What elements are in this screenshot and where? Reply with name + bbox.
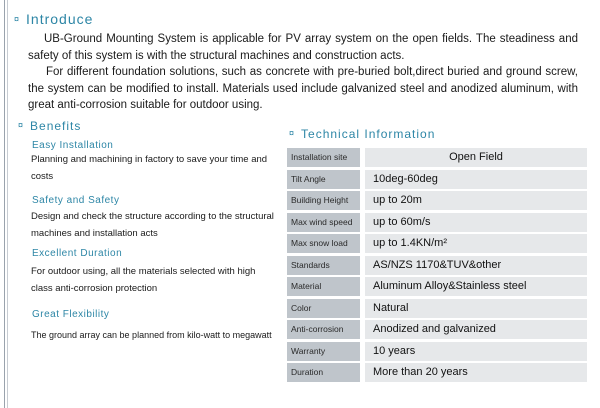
row-value: Aluminum Alloy&Stainless steel (365, 277, 587, 296)
benefit-text: Planning and machining in factory to save your time and costs (31, 154, 268, 182)
bullet-mark-icon: ¤ (289, 128, 296, 138)
row-label: Max snow load (287, 234, 360, 253)
row-value: Open Field (365, 148, 587, 167)
benefits-heading (18, 119, 81, 133)
bullet-mark-icon: ¤ (14, 14, 21, 24)
benefit-heading: Excellent Duration (32, 248, 123, 259)
row-value: Natural (365, 299, 587, 318)
benefit-heading: Safety and Safety (32, 195, 120, 206)
row-label: Color (287, 299, 360, 318)
row-label: Standards (287, 256, 360, 275)
row-label: Warranty (287, 342, 360, 361)
introduce-paragraph-1: UB-Ground Mounting System is applicable for PV array system on the open fields. The steadiness and safety of this system is with the structural machines and construction acts. (28, 33, 578, 62)
benefit-heading: Easy Installation (32, 140, 114, 151)
left-border-line (4, 0, 5, 408)
row-value: More than 20 years (365, 363, 587, 382)
row-label: Building Height (287, 191, 360, 210)
introduce-paragraph-2: For different foundation solutions, such as concrete with pre-buried bolt,direct buried and ground screw, the system can be modified to install. Materials used include galvanized steel and anodized aluminum, with great anti-corrosion suitable for outdoor using. (28, 66, 578, 111)
row-value: Anodized and galvanized (365, 320, 587, 339)
bullet-mark-icon: ¤ (18, 120, 25, 130)
introduce-text (28, 31, 578, 114)
row-label: Max wind speed (287, 213, 360, 232)
introduce-heading (14, 11, 93, 27)
row-label: Anti-corrosion (287, 320, 360, 339)
benefit-text: Design and check the structure according to the structural machines and installation acts (31, 211, 274, 239)
row-label: Duration (287, 363, 360, 382)
row-value: up to 1.4KN/m² (365, 234, 587, 253)
benefit-text: The ground array can be planned from kilo-watt to megawatt (31, 330, 272, 340)
benefit-heading: Great Flexibility (32, 309, 110, 320)
technical-heading (289, 127, 435, 141)
row-label: Installation site (287, 148, 360, 167)
left-border-line-inner (7, 0, 8, 408)
benefits-title: Benefits (30, 119, 82, 133)
row-label: Tilt Angle (287, 170, 360, 189)
introduce-title: Introduce (26, 11, 94, 27)
row-label: Material (287, 277, 360, 296)
row-value: 10 years (365, 342, 587, 361)
technical-title: Technical Information (301, 127, 436, 141)
benefit-text: For outdoor using, all the materials selected with high class anti-corrosion protection (31, 266, 256, 294)
row-value: up to 20m (365, 191, 587, 210)
row-value: up to 60m/s (365, 213, 587, 232)
row-value: AS/NZS 1170&TUV&other (365, 256, 587, 275)
row-value: 10deg-60deg (365, 170, 587, 189)
